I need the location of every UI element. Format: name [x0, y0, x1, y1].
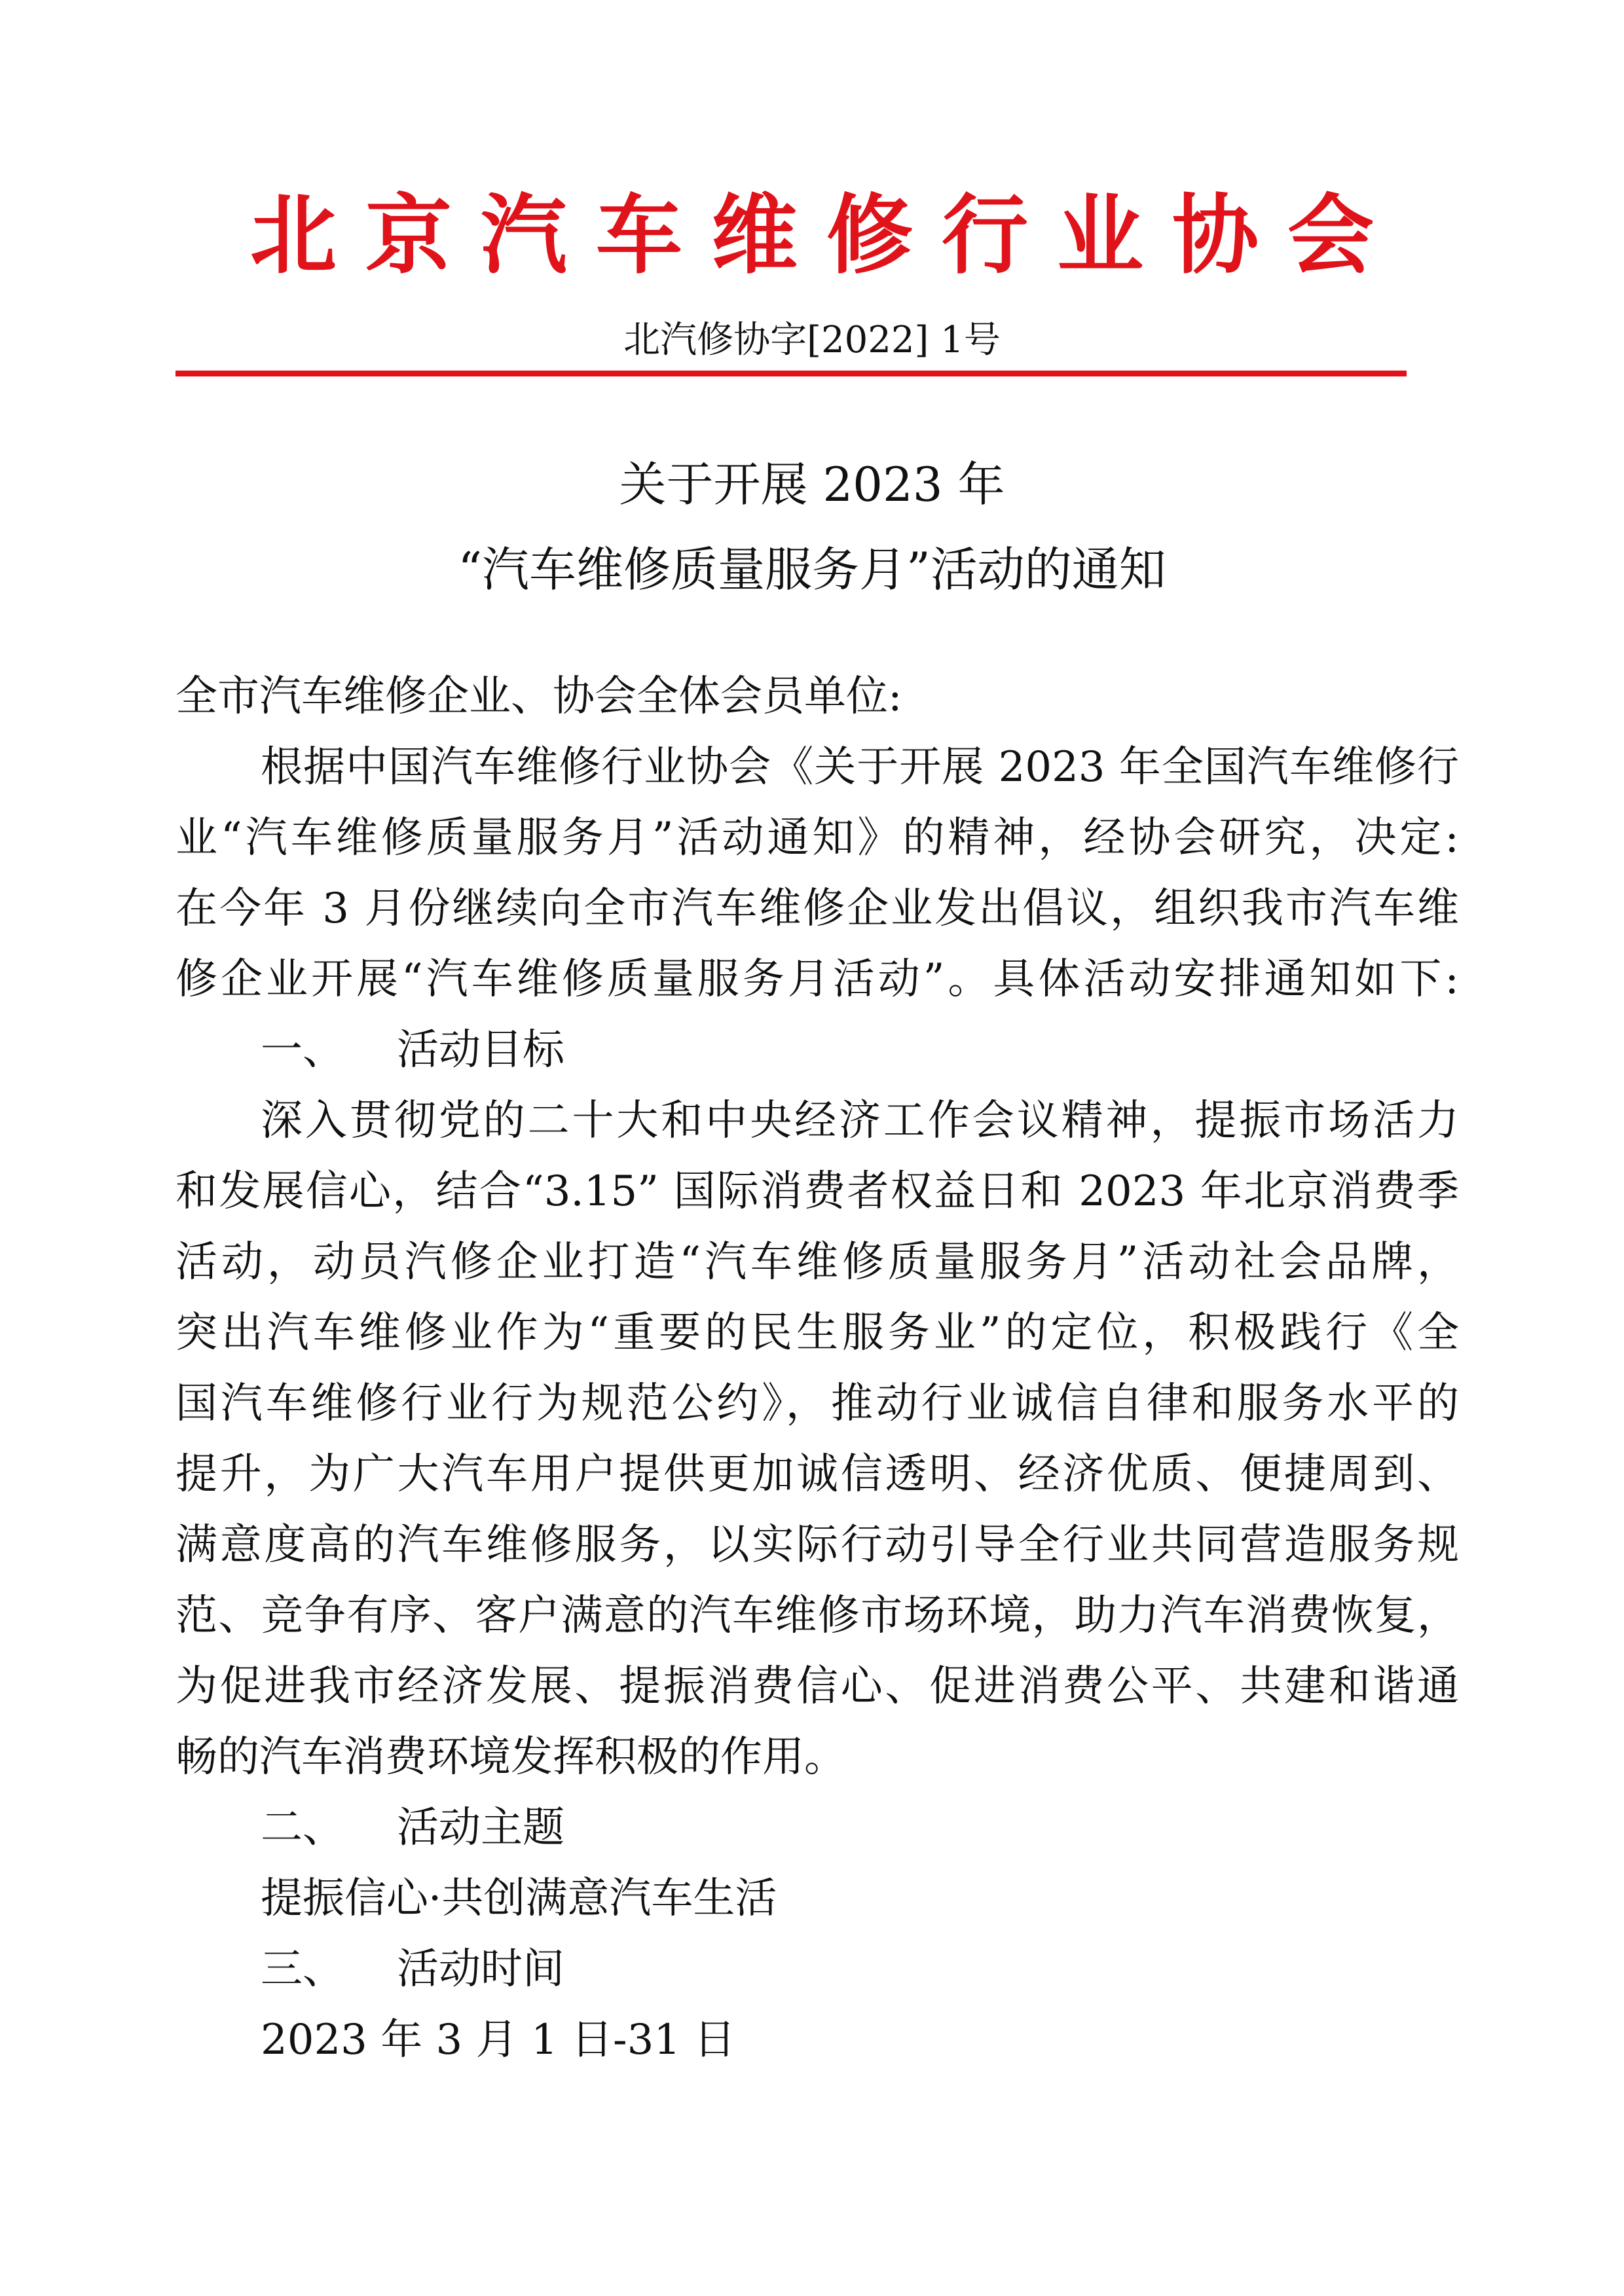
intro-line: 业“汽车维修质量服务月”活动通知》的精神，经协会研究，决定:: [175, 814, 1459, 862]
section-number: 三、: [261, 1945, 344, 1994]
section-heading-text: 活动主题: [397, 1804, 564, 1852]
notice-title-line-1: 关于开展 2023 年: [619, 457, 1005, 512]
section-number: 一、: [261, 1026, 344, 1074]
notice-title-line-2: “汽车维修质量服务月”活动的通知: [458, 542, 1166, 597]
intro-line: 在今年 3 月份继续向全市汽车维修企业发出倡议，组织我市汽车维: [175, 884, 1459, 933]
section2-text: 提振信心·共创满意汽车生活: [261, 1874, 777, 1923]
salutation: 全市汽车维修企业、协会全体会员单位:: [175, 672, 902, 721]
organization-name: 北京汽车维修行业协会: [250, 185, 1403, 286]
red-header-rule: [175, 371, 1407, 376]
section1-line: 国汽车维修行业行为规范公约》，推动行业诚信自律和服务水平的: [175, 1379, 1459, 1428]
section1-line: 满意度高的汽车维修服务，以实际行动引导全行业共同营造服务规: [175, 1521, 1459, 1569]
intro-line: 修企业开展“汽车维修质量服务月活动”。具体活动安排通知如下:: [175, 955, 1459, 1004]
section3-text: 2023 年 3 月 1 日-31 日: [261, 2016, 736, 2064]
section1-line: 突出汽车维修业作为“重要的民生服务业”的定位，积极践行《全: [175, 1309, 1459, 1357]
section-heading-text: 活动时间: [397, 1945, 564, 1994]
section-heading-3: [261, 1934, 1459, 2005]
intro-line: 根据中国汽车维修行业协会《关于开展 2023 年全国汽车维修行: [261, 743, 1459, 792]
document-number: 北汽修协字[2022] 1号: [623, 319, 1001, 361]
section1-line: 为促进我市经济发展、提振消费信心、促进消费公平、共建和谐通: [175, 1662, 1459, 1711]
section-heading-2: [261, 1793, 1459, 1863]
section1-line: 深入贯彻党的二十大和中央经济工作会议精神，提振市场活力: [261, 1097, 1459, 1145]
section1-line: 畅的汽车消费环境发挥积极的作用。: [175, 1733, 846, 1781]
section1-line: 提升，为广大汽车用户提供更加诚信透明、经济优质、便捷周到、: [175, 1450, 1459, 1499]
section1-line: 和发展信心，结合“3.15” 国际消费者权益日和 2023 年北京消费季: [175, 1167, 1459, 1216]
section-number: 二、: [261, 1804, 344, 1852]
section1-line: 活动，动员汽修企业打造“汽车维修质量服务月”活动社会品牌，: [175, 1238, 1459, 1286]
section1-line: 范、竞争有序、客户满意的汽车维修市场环境，助力汽车消费恢复，: [175, 1592, 1459, 1640]
section-heading-text: 活动目标: [397, 1026, 564, 1074]
section-heading-1: [261, 1015, 1459, 1085]
